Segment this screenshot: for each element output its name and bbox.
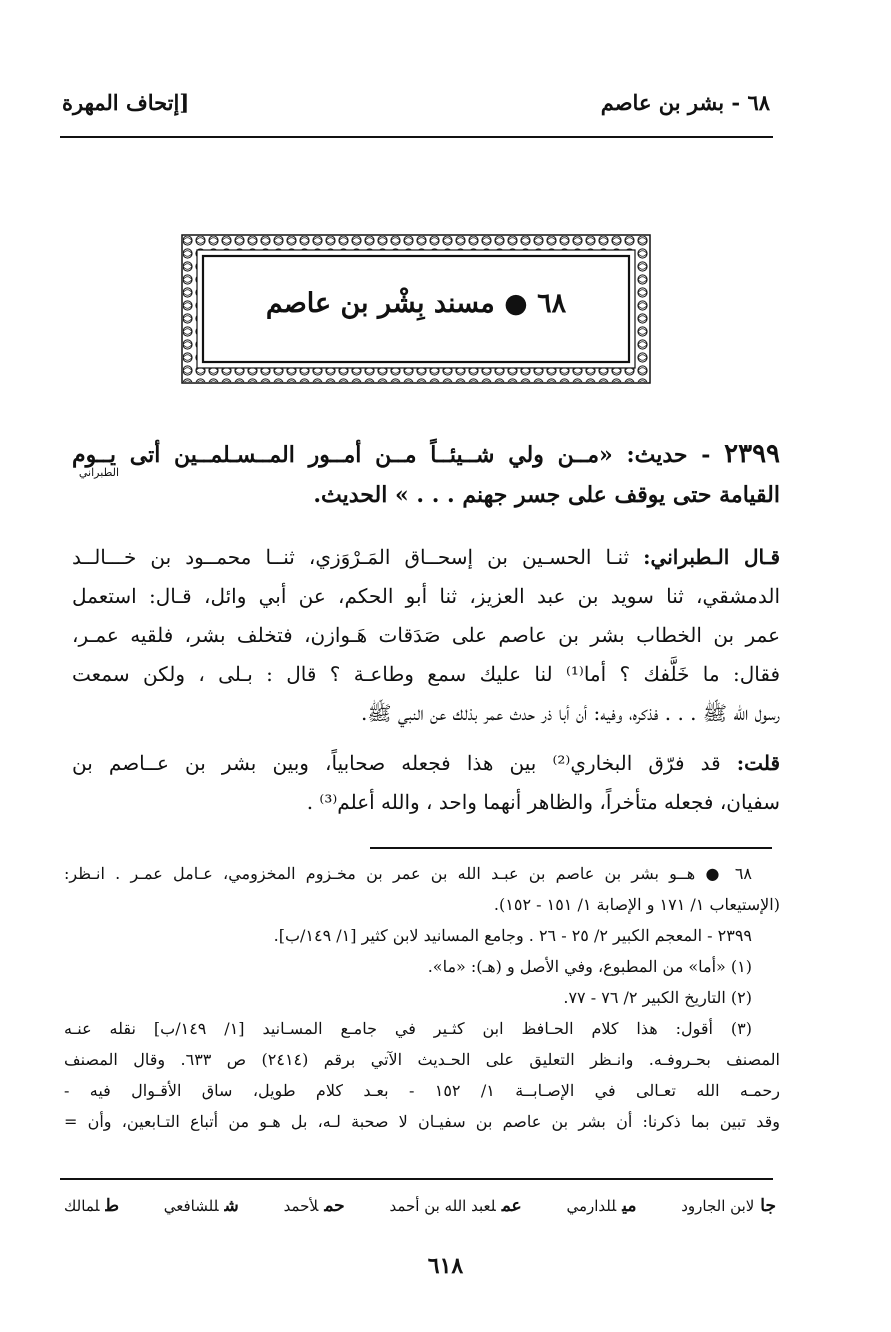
paragraph-line: عمر بن الخطاب بشر بن عاصم على صَدَقات هَـوازن، فتخلف بشر، فلقيه عمـر، xyxy=(72,623,780,647)
abbreviation-item xyxy=(566,1196,636,1216)
footnote-line: (٢) التاريخ الكبير ٢/ ٧٦ - ٧٧. xyxy=(563,988,752,1007)
footnote-line: (الإستيعاب ١/ ١٧١ و الإصابة ١/ ١٥١ - ١٥٢). xyxy=(493,895,780,914)
abbreviation-symbol: جا xyxy=(760,1196,776,1216)
abbreviation-item xyxy=(681,1196,776,1216)
abbreviation-item xyxy=(284,1196,345,1216)
abbreviation-symbol: ش xyxy=(224,1196,239,1216)
paragraph-line: الدمشقي، ثنا سويد بن عبد العزيز، ثنا أبو الحكم، عن أبي وائل، قـال: استعمل xyxy=(72,584,780,608)
abbreviation-item xyxy=(64,1196,119,1216)
abbreviation-symbol: عم xyxy=(501,1196,522,1216)
musnad-heading: ٦٨ ● مسند بِشْر بن عاصم xyxy=(265,288,567,319)
paragraph-text: ثنـا الحسـين بن إسحــاق المَـرْوَزي، ثنــا محمــود بن خـــالــد xyxy=(72,545,630,569)
footnote-line: وقد تبين بما ذكرنا: أن بشر بن عاصم بن سفيـان لا صحبة لـه، بل هـو من أتباع التـابعين، وأن = xyxy=(64,1112,780,1131)
abbreviation-meaning: لعبد الله بن أحمد xyxy=(389,1197,496,1215)
paragraph-line xyxy=(72,538,780,577)
section-title: ٦٨ - بشر بن عاصم xyxy=(600,90,770,115)
footnote-line: (٣) أقول: هذا كلام الحـافظ ابن كثـير في جامـع المسـانيد [١/ ١٤٩/ب] نقله عنـه xyxy=(64,1019,752,1038)
paragraph-lead: قلت: xyxy=(736,751,780,775)
abbreviation-meaning: لأحمد xyxy=(283,1197,319,1215)
abbreviation-meaning: للشافعي xyxy=(163,1197,219,1215)
running-header xyxy=(62,84,770,124)
footnote-divider xyxy=(370,847,772,849)
book-title: [إتحاف المهرة xyxy=(62,90,190,115)
abbreviations-divider xyxy=(60,1178,773,1180)
abbreviation-meaning: لابن الجارود xyxy=(681,1197,755,1215)
footnote-line: رحمـه الله تعـالى في الإصـابــة ١/ ١٥٢ - بعـد كلام طويل، ساق الأقـوال فيه - xyxy=(64,1081,781,1100)
footnote-line: المصنف بحـروفـه. وانـظر التعليق على الحـديث الآتي برقم (٢٤١٤) ص ٦٣٣. وقال المصنف xyxy=(64,1050,780,1069)
hadith-block xyxy=(72,434,780,515)
abbreviation-item xyxy=(389,1196,521,1216)
footnote-line: ٢٣٩٩ - المعجم الكبير ٢/ ٢٥ - ٢٦ . وجامع المسانيد لابن كثير [١/ ١٤٩/ب]. xyxy=(273,926,752,945)
paragraph-comment xyxy=(72,744,780,822)
hadith-text-1: - حديث: «مــن ولي شــيئــاً مــن أمــور المــسـلمــين أتى يــوم xyxy=(72,442,711,468)
abbreviation-meaning: لمالك xyxy=(64,1197,100,1215)
footnote-line: ٦٨ ● هــو بشر بن عاصم بن عبـد الله بن عمر بن مخـزوم المخزومي، عـامل عمـر . انـظر: xyxy=(64,864,753,883)
page-number: ٦١٨ xyxy=(427,1253,464,1279)
abbreviation-meaning: للدارمي xyxy=(566,1197,617,1215)
paragraph-line: رسول الله ﷺ . . . فذكره، وفيه: أن أبا ذر حدث عمر بذلك عن النبي ﷺ. xyxy=(360,701,780,725)
paragraph-line: فقال: ما خَلَّفك ؟ أما⁽¹⁾ لنا عليك سمع وطاعـة ؟ قال : بـلى ، ولكن سمعت xyxy=(72,662,781,686)
hadith-line-2: القيامة حتى يوقف على جسر جهنم . . . » الحديث. xyxy=(313,482,780,508)
abbreviation-key xyxy=(64,1196,776,1216)
paragraph-line xyxy=(72,744,780,783)
footnote-line: (١) «أما» من المطبوع، وفي الأصل و (هـ): «ما». xyxy=(427,957,752,976)
abbreviation-item xyxy=(164,1196,239,1216)
hadith-number: ٢٣٩٩ xyxy=(724,439,780,469)
footnotes xyxy=(64,858,780,1137)
ornamental-title-frame xyxy=(181,234,651,384)
abbreviation-symbol: مي xyxy=(622,1196,637,1216)
abbreviation-symbol: حم xyxy=(324,1196,345,1216)
hadith-line-1 xyxy=(72,434,780,475)
paragraph-lead: قـال الـطبراني: xyxy=(643,545,781,569)
paragraph-isnad xyxy=(72,538,780,733)
abbreviation-symbol: ط xyxy=(105,1196,119,1216)
header-divider xyxy=(60,136,773,138)
source-tag: الطبراني xyxy=(78,466,119,479)
paragraph-text: قد فرّق البخاري⁽²⁾ بين هذا فجعله صحابياً، وبين بشر بن عــاصم بن xyxy=(72,751,721,775)
paragraph-line: سفيان، فجعله متأخراً، والظاهر أنهما واحد ، والله أعلم⁽³⁾ . xyxy=(306,790,780,814)
